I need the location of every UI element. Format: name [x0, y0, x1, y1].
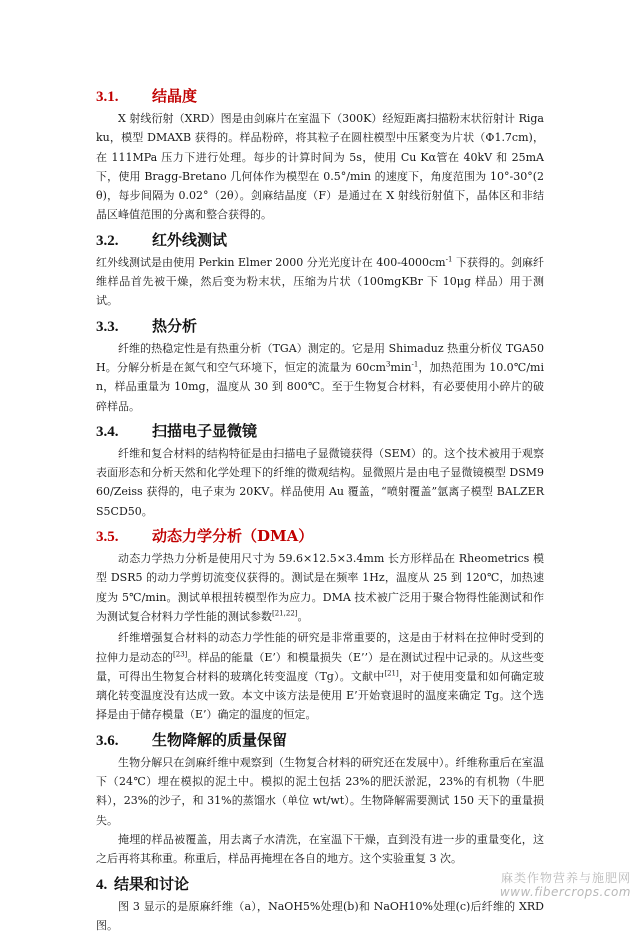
document-body [96, 86, 544, 935]
section-heading-4 [96, 874, 544, 895]
paragraph-dma-1: 动态力学热力分析是使用尺寸为 59.6×12.5×3.4mm 长方形样品在 Rheometrics 模型 DSR5 的动力学剪切流变仪获得的。测试是在频率 1Hz，温度从 25 到 120℃，加热速度为 5℃/min。测试单根扭转模型作为应力。DMA 技术被广泛用于聚合物得性能测试和作为测试复合材料力学性能的测试参数[21,22]。 [96, 549, 544, 626]
section-title: 扫描电子显微镜 [152, 421, 257, 441]
section-heading-3-6 [96, 730, 544, 751]
section-number: 3.6. [96, 731, 152, 751]
paragraph-thermal: 纤维的热稳定性是有热重分析（TGA）测定的。它是用 Shimaduz 热重分析仪 TGA50H。分解分析是在氮气和空气环境下，恒定的流量为 $60cm^3\min^{-1}$，加热范围为 10.0℃/min，样品重量为 10mg，温度从 30 到 800℃。至于生物复合材料，有必要使用小碎片的破碎样品。 [96, 339, 544, 416]
section-number: 3.5. [96, 527, 152, 547]
section-number: 3.3. [96, 317, 152, 337]
section-title: 结果和讨论 [114, 874, 189, 894]
section-title: 结晶度 [152, 86, 197, 106]
section-heading-3-5 [96, 526, 544, 547]
paragraph-dma-2: 纤维增强复合材料的动态力学性能的研究是非常重要的，这是由于材料在拉伸时受到的拉伸力是动态的[23]。样品的能量（E’）和模量损失（E’’）是在测试过程中记录的。从这些变量，可得出生物复合材料的玻璃化转变温度（Tg）。文献中[21]，对于使用变量和如何确定玻璃化转变温度没有达成一致。本文中该方法是使用 E’开始衰退时的温度来确定 Tg。这个选择是由于储存模量（E’）确定的温度的恒定。 [96, 628, 544, 724]
section-number: 3.2. [96, 231, 152, 251]
paragraph-infrared: 红外线测试是由使用 Perkin Elmer 2000 分光光度计在 $400-4000cm^{-1}$ 下获得的。剑麻纤维样品首先被干燥，然后变为粉末状，压缩为片状（100mgKBr 下 10μg 样品）用于测试。 [96, 253, 544, 311]
section-heading-3-4 [96, 421, 544, 442]
watermark-site-name: 麻类作物营养与施肥网 [500, 871, 631, 885]
watermark-url: www.fibercrops.com [500, 885, 631, 899]
paragraph-sem: 纤维和复合材料的结构特征是由扫描电子显微镜获得（SEM）的。这个技术被用于观察表面形态和分析天然和化学处理下的纤维的微观结构。显微照片是由电子显微镜模型 DSM960/Zeiss 获得的，电子束为 20KV。样品使用 Au 覆盖，“喷射覆盖”氩离子模型 BALZERS5CD50。 [96, 444, 544, 521]
paragraph-biodegradation-2: 掩埋的样品被覆盖，用去离子水清洗，在室温下干燥，直到没有进一步的重量变化，这之后再将其称重。称重后，样品再掩埋在各自的地方。这个实验重复 3 次。 [96, 830, 544, 869]
watermark [500, 871, 631, 899]
section-number: 3.4. [96, 422, 152, 442]
section-heading-3-2 [96, 230, 544, 251]
section-title: 动态力学分析（DMA） [152, 526, 313, 546]
paragraph-xrd: X 射线衍射（XRD）图是由剑麻片在室温下（300K）经短距离扫描粉末状衍射计 Rigaku，模型 DMAXB 获得的。样品粉碎，将其粒子在圆柱模型中压紧变为片状（Φ1.7cm)，在 111MPa 压力下进行处理。每步的计算时间为 5s，使用 Cu Kα管在 40kV 和 25mA 下，使用 Bragg-Bretano 几何体作为模型在 0.5°/min 的速度下，角度范围为 10°-30°(2θ)，每步间隔为 0.02°（2θ）。剑麻结晶度（F）是通过在 X 射线衍射值下，晶体区和非结晶区峰值范围的分离和整合获得的。 [96, 109, 544, 225]
paragraph-biodegradation-1: 生物分解只在剑麻纤维中观察到（生物复合材料的研究还在发展中）。纤维称重后在室温下（24℃）埋在模拟的泥土中。模拟的泥土包括 23%的肥沃淤泥，23%的有机物（牛肥料），23%的沙子，和 31%的蒸馏水（单位 wt/wt）。生物降解需要测试 150 天下的重量损失。 [96, 753, 544, 830]
section-number: 3.1. [96, 87, 152, 107]
section-title: 红外线测试 [152, 230, 227, 250]
section-heading-3-3 [96, 316, 544, 337]
section-number: 4. [96, 875, 114, 895]
section-title: 热分析 [152, 316, 197, 336]
section-title: 生物降解的质量保留 [152, 730, 287, 750]
paragraph-results: 图 3 显示的是原麻纤维（a），NaOH5%处理(b)和 NaOH10%处理(c)后纤维的 XRD 图。 [96, 897, 544, 935]
section-heading-3-1 [96, 86, 544, 107]
